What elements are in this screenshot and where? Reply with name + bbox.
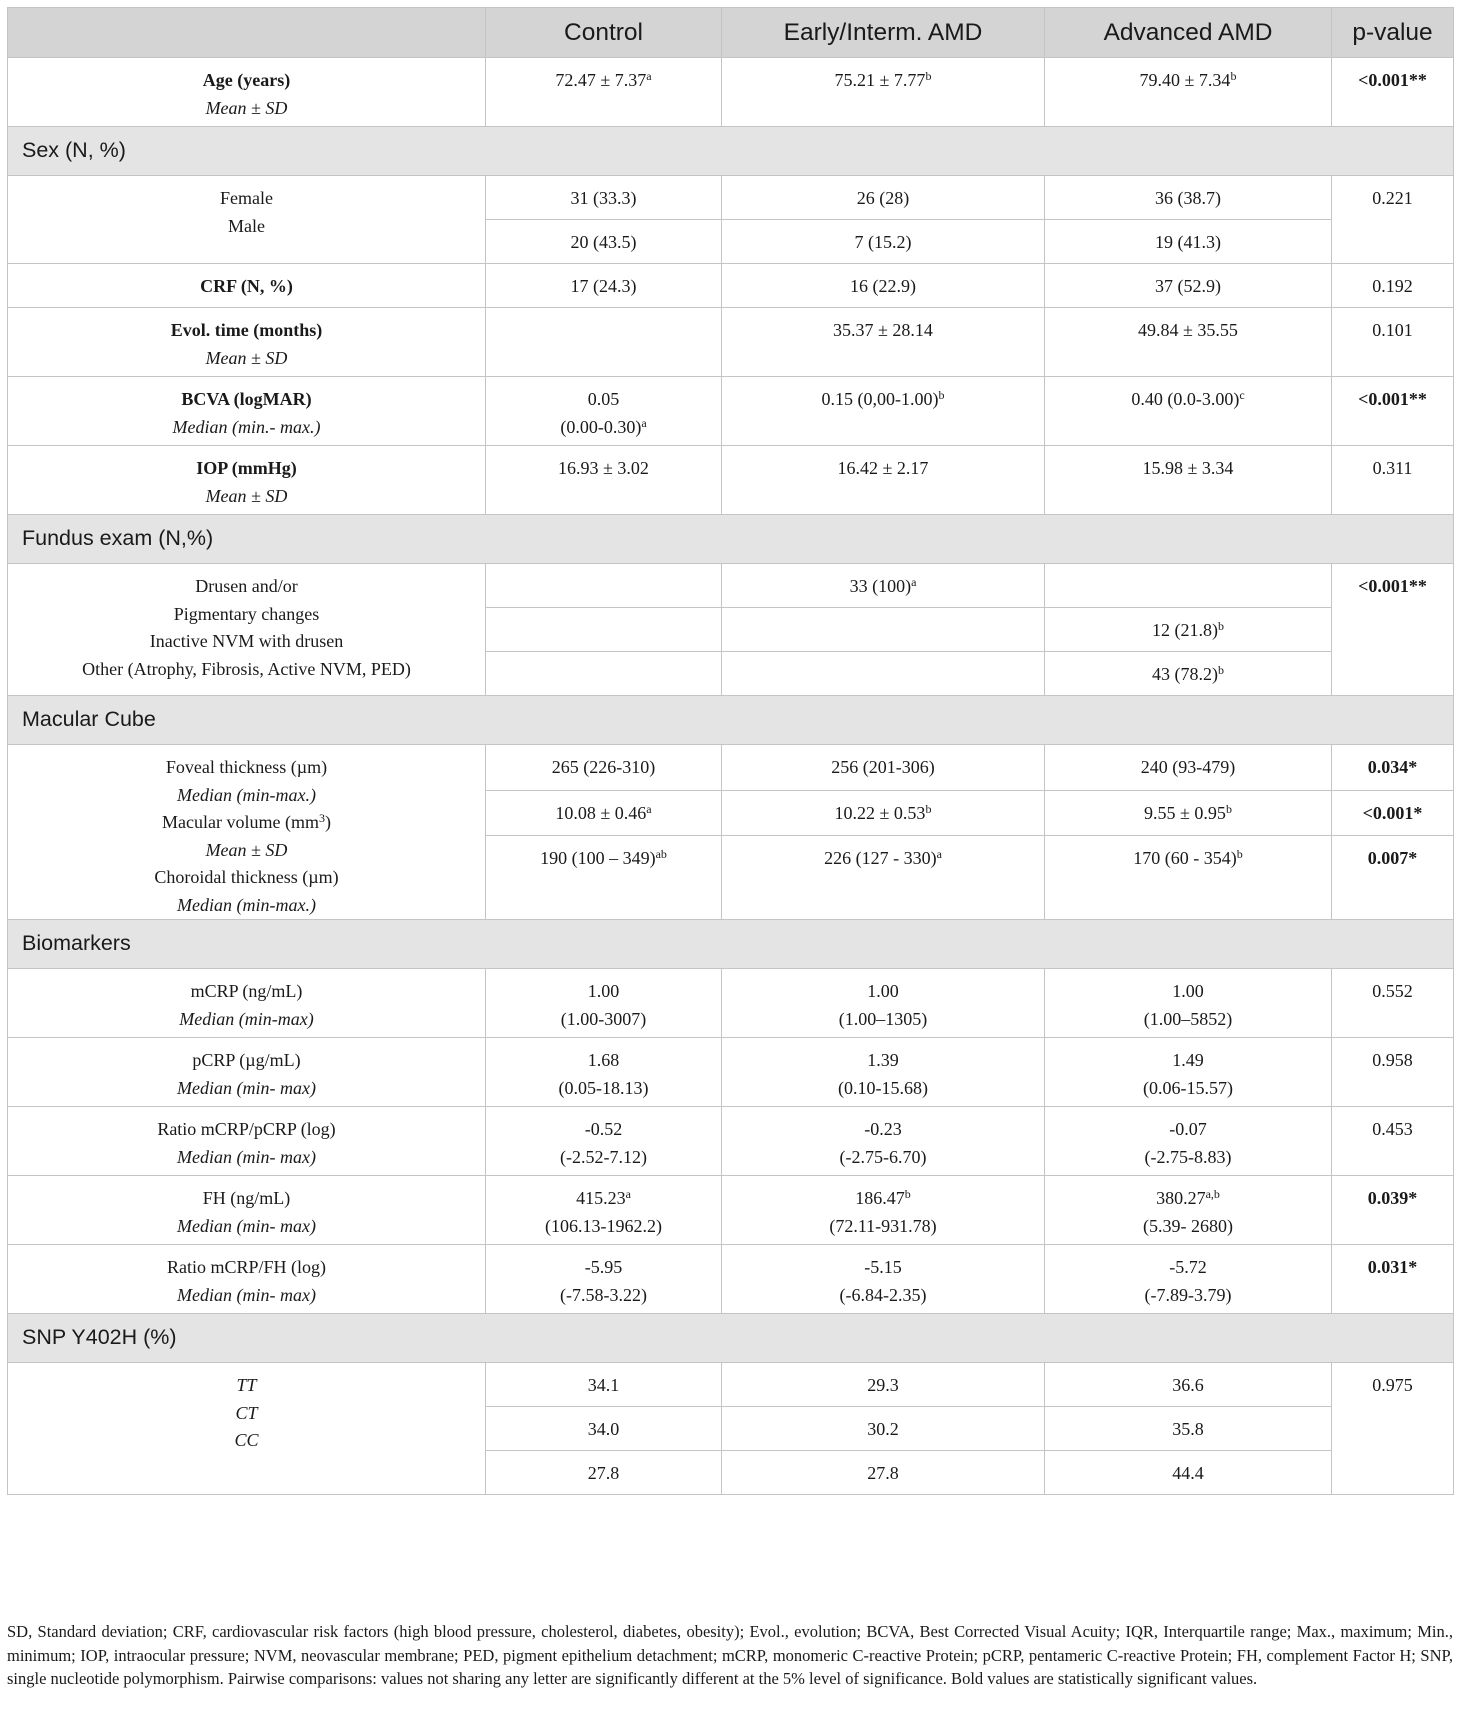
macular-labels: Foveal thickness (µm) Median (min-max.) Macular volume $(mm^3)$ Mean ± SD Choroidal thickness (µm) Median (min-max.) <box>8 745 486 920</box>
pcrp-p-value: 0.958 <box>1332 1038 1454 1107</box>
snp-p-value: 0.975 <box>1332 1363 1454 1495</box>
table-row-fundus-1 <box>8 564 1454 608</box>
table-row-evol <box>8 308 1454 377</box>
table-row-fh <box>8 1176 1454 1245</box>
mcrp-control: 1.00 (1.00-3007) <box>486 969 722 1038</box>
foveal-control: 265 (226-310) <box>486 745 722 791</box>
section-macular: Macular Cube <box>8 696 1454 745</box>
fundus-labels: Drusen and/or Pigmentary changes Inactive NVM with drusen Other (Atrophy, Fibrosis, Active NVM, PED) <box>8 564 486 696</box>
ratio2-advanced: -5.72 (-7.89-3.79) <box>1045 1245 1332 1314</box>
fundus-3-control <box>486 652 722 696</box>
ratio2-p-value: 0.031* <box>1332 1245 1454 1314</box>
fundus-3-advanced: 43 $(78.2)^b$ <box>1045 652 1332 696</box>
mcrp-early: 1.00 (1.00–1305) <box>722 969 1045 1038</box>
crf-label: CRF (N, %) <box>8 264 486 308</box>
mcrp-label-cell: mCRP (ng/mL) Median (min-max) <box>8 969 486 1038</box>
volume-p-value: <0.001* <box>1332 790 1454 836</box>
male-early: 7 (15.2) <box>722 220 1045 264</box>
ratio2-control: -5.95 (-7.58-3.22) <box>486 1245 722 1314</box>
section-fundus: Fundus exam (N,%) <box>8 515 1454 564</box>
crf-early: 16 (22.9) <box>722 264 1045 308</box>
table-row-female <box>8 176 1454 220</box>
male-control: 20 (43.5) <box>486 220 722 264</box>
iop-p-value: 0.311 <box>1332 446 1454 515</box>
evol-advanced: 49.84 ± 35.55 <box>1045 308 1332 377</box>
iop-control: 16.93 ± 3.02 <box>486 446 722 515</box>
table-row-snp-tt <box>8 1363 1454 1407</box>
iop-early: 16.42 ± 2.17 <box>722 446 1045 515</box>
bcva-p-value: <0.001** <box>1332 377 1454 446</box>
table-row-iop <box>8 446 1454 515</box>
header-early-amd: Early/Interm. AMD <box>722 8 1045 58</box>
header-row <box>8 8 1454 58</box>
crf-control: 17 (24.3) <box>486 264 722 308</box>
iop-label-cell: IOP (mmHg) Mean ± SD <box>8 446 486 515</box>
sex-labels: Female Male <box>8 176 486 264</box>
choroid-early: 226 (127 - 330)$^a$ <box>722 836 1045 920</box>
ratio2-label-cell: Ratio mCRP/FH (log) Median (min- max) <box>8 1245 486 1314</box>
bcva-advanced: 0.40 $(0.0-3.00)^c$ <box>1045 377 1332 446</box>
ratio1-control: -0.52 (-2.52-7.12) <box>486 1107 722 1176</box>
crf-p-value: 0.192 <box>1332 264 1454 308</box>
female-advanced: 36 (38.7) <box>1045 176 1332 220</box>
fh-advanced: 380.27$^{a,b}$ (5.39- 2680) <box>1045 1176 1332 1245</box>
table-row-bcva <box>8 377 1454 446</box>
cc-control: 27.8 <box>486 1451 722 1495</box>
cc-advanced: 44.4 <box>1045 1451 1332 1495</box>
evol-control <box>486 308 722 377</box>
pcrp-label-cell: pCRP (µg/mL) Median (min- max) <box>8 1038 486 1107</box>
ct-advanced: 35.8 <box>1045 1407 1332 1451</box>
ratio2-early: -5.15 (-6.84-2.35) <box>722 1245 1045 1314</box>
mcrp-advanced: 1.00 (1.00–5852) <box>1045 969 1332 1038</box>
age-label: Age (years) <box>202 70 291 90</box>
cc-early: 27.8 <box>722 1451 1045 1495</box>
age-control: 72.47 ± 7.37$^a$ <box>486 58 722 127</box>
sex-p-value: 0.221 <box>1332 176 1454 264</box>
ct-control: 34.0 <box>486 1407 722 1451</box>
volume-advanced: 9.55 ± 0.95$^b$ <box>1045 790 1332 836</box>
header-p-value: p-value <box>1332 8 1454 58</box>
table-row-crf <box>8 264 1454 308</box>
fh-p-value: 0.039* <box>1332 1176 1454 1245</box>
foveal-p-value: 0.034* <box>1332 745 1454 791</box>
choroid-p-value: 0.007* <box>1332 836 1454 920</box>
foveal-advanced: 240 (93-479) <box>1045 745 1332 791</box>
fundus-1-early: 33 $(100)^a$ <box>722 564 1045 608</box>
header-advanced-amd: Advanced AMD <box>1045 8 1332 58</box>
fh-control: 415.23$^a$ (106.13-1962.2) <box>486 1176 722 1245</box>
pcrp-control: 1.68 (0.05-18.13) <box>486 1038 722 1107</box>
fundus-2-control <box>486 608 722 652</box>
ratio1-early: -0.23 (-2.75-6.70) <box>722 1107 1045 1176</box>
pcrp-advanced: 1.49 (0.06-15.57) <box>1045 1038 1332 1107</box>
female-early: 26 (28) <box>722 176 1045 220</box>
tt-advanced: 36.6 <box>1045 1363 1332 1407</box>
fundus-2-advanced: 12 $(21.8)^b$ <box>1045 608 1332 652</box>
table-row-pcrp <box>8 1038 1454 1107</box>
results-table <box>7 7 1454 1495</box>
bcva-control: 0.05 $(0.00-0.30)^a$ <box>486 377 722 446</box>
volume-control: 10.08 ± 0.46$^a$ <box>486 790 722 836</box>
female-control: 31 (33.3) <box>486 176 722 220</box>
fundus-1-control <box>486 564 722 608</box>
pcrp-early: 1.39 (0.10-15.68) <box>722 1038 1045 1107</box>
iop-advanced: 15.98 ± 3.34 <box>1045 446 1332 515</box>
age-p-value: <0.001** <box>1332 58 1454 127</box>
section-snp: SNP Y402H (%) <box>8 1314 1454 1363</box>
fh-label-cell: FH (ng/mL) Median (min- max) <box>8 1176 486 1245</box>
crf-advanced: 37 (52.9) <box>1045 264 1332 308</box>
bcva-early: 0.15 $(0,00-1.00)^b$ <box>722 377 1045 446</box>
table-row-ratio-mcrp-pcrp <box>8 1107 1454 1176</box>
header-control: Control <box>486 8 722 58</box>
foveal-early: 256 (201-306) <box>722 745 1045 791</box>
bcva-label-cell: BCVA (logMAR) Median (min.- max.) <box>8 377 486 446</box>
ratio1-label-cell: Ratio mCRP/pCRP (log) Median (min- max) <box>8 1107 486 1176</box>
choroid-control: 190 (100 – 349)$^{ab}$ <box>486 836 722 920</box>
tt-control: 34.1 <box>486 1363 722 1407</box>
snp-labels: TT CT CC <box>8 1363 486 1495</box>
evol-early: 35.37 ± 28.14 <box>722 308 1045 377</box>
tt-early: 29.3 <box>722 1363 1045 1407</box>
table-row-age <box>8 58 1454 127</box>
mcrp-p-value: 0.552 <box>1332 969 1454 1038</box>
table-row-ratio-mcrp-fh <box>8 1245 1454 1314</box>
age-advanced: 79.40 ± 7.34$^b$ <box>1045 58 1332 127</box>
volume-early: 10.22 ± 0.53$^b$ <box>722 790 1045 836</box>
fundus-2-early <box>722 608 1045 652</box>
fundus-3-early <box>722 652 1045 696</box>
fundus-1-advanced <box>1045 564 1332 608</box>
evol-p-value: 0.101 <box>1332 308 1454 377</box>
male-advanced: 19 (41.3) <box>1045 220 1332 264</box>
fundus-p-value: <0.001** <box>1332 564 1454 696</box>
ratio1-p-value: 0.453 <box>1332 1107 1454 1176</box>
fh-early: 186.47$^b$ (72.11-931.78) <box>722 1176 1045 1245</box>
choroid-advanced: 170 (60 - 354)$^b$ <box>1045 836 1332 920</box>
table-footnote: SD, Standard deviation; CRF, cardiovascular risk factors (high blood pressure, cholesterol, diabetes, obesity); Evol., evolution; BCVA, Best Corrected Visual Acuity; IQR, Interquartile range; Max., maximum; Min., minimum; IOP, intraocular pressure; NVM, neovascular membrane; PED, pigment epithelium detachment; mCRP, monomeric C-reactive Protein; pCRP, pentameric C-reactive Protein; FH, complement Factor H; SNP, single nucleotide polymorphism. Pairwise comparisons: values not sharing any letter are significantly different at the 5% level of significance. Bold values are statistically significant values. <box>7 1622 1453 1688</box>
age-early: 75.21 ± 7.77$^b$ <box>722 58 1045 127</box>
age-stat: Mean ± SD <box>205 97 288 118</box>
evol-label-cell: Evol. time (months) Mean ± SD <box>8 308 486 377</box>
ratio1-advanced: -0.07 (-2.75-8.83) <box>1045 1107 1332 1176</box>
header-blank <box>8 8 486 58</box>
section-sex: Sex (N, %) <box>8 127 1454 176</box>
table-row-foveal <box>8 745 1454 791</box>
section-biomarkers: Biomarkers <box>8 920 1454 969</box>
table-row-mcrp <box>8 969 1454 1038</box>
ct-early: 30.2 <box>722 1407 1045 1451</box>
row-label <box>8 58 486 127</box>
